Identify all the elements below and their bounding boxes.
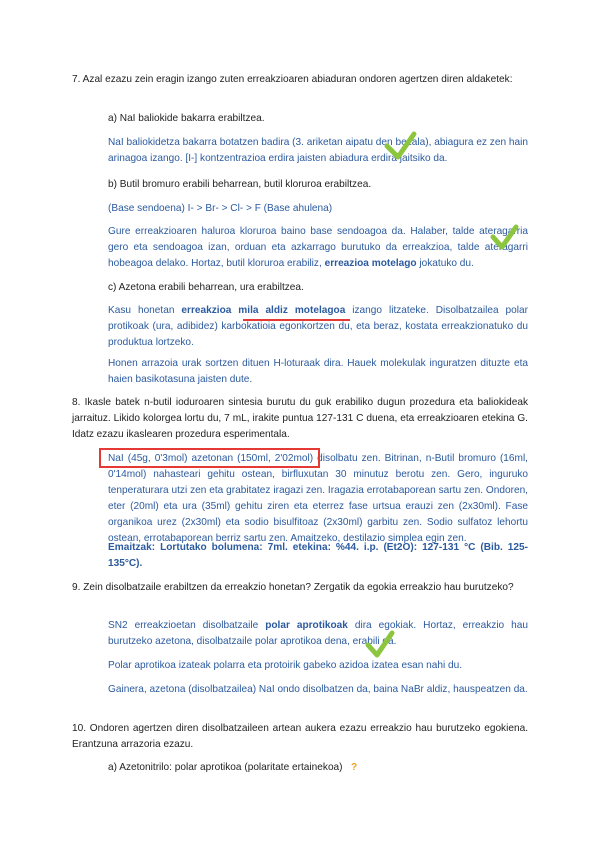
q9-answer-2: Polar aprotikoa izateak polarra eta protoirik gabeko azidoa izatea esan nahi du. (108, 660, 463, 671)
question-mark: ? (350, 762, 358, 773)
q7b-answer-text: Gure erreakzioaren haluroa kloruroa baino base sendoagoa da. Halaber, talde ateragarria gero eta sendoagoa izan, orduan eta azkarrago burutuko da erreakzioa, talde ateragarri hobeagoa delako. Hortaz, butil kloruroa erabiliz, (108, 226, 528, 269)
q7a-label: a) NaI baliokide bakarra erabiltzea. (108, 113, 265, 124)
q10a-label (108, 760, 528, 776)
q7b-label: b) Butil bromuro erabili beharrean, butil kloruroa erabiltzea. (108, 179, 372, 190)
q7a-answer: NaI baliokidetza bakarra botatzen badira (3. ariketan aipatu den bezala), abiagura ez zen hain arinagoa izango. [I-] kontzentrazioa erdira jaisten abiadura erdira jaitsiko da. (108, 137, 528, 164)
q7c-answer-bold: erreakzioa mila aldiz motelagoa (181, 305, 346, 316)
q8-result: Emaitzak: Lortutako bolumena: 7ml. etekina: %44. i.p. (Et2O): 127-131 °C (Bib. 125-135°C). (108, 542, 528, 569)
q7b-answer-bold: erreazioa motelago (324, 258, 417, 269)
q7c-answer-text: Kasu honetan (108, 305, 175, 316)
q9-answer-bold: polar aprotikoak (265, 620, 348, 631)
q7c-extra: Honen arrazoia urak sortzen dituen H-loturaak dira. Hauek molekulak inguratzen dituzte eta haien basikotasuna jaisten dute. (108, 358, 528, 385)
q7c-label: c) Azetona erabili beharrean, ura erabiltzea. (108, 282, 304, 293)
q10-title: 10. Ondoren agertzen diren disolbatzaileen artean aukera ezazu erreakzio hau burutzeko egokiena. Erantzuna arrazoria ezazu. (72, 723, 528, 750)
q7b-answer (108, 224, 528, 272)
q7-title: 7. Azal ezazu zein eragin izango zuten erreakzioaren abiaduran ondoren agertzen diren aldaketek: (72, 74, 513, 85)
q7b-answer-end: jokatuko du. (419, 258, 474, 269)
q9-answer-1 (108, 618, 528, 650)
q9-answer-end: dira egokiak. Hortaz, erreakzio hau burutzeko azetona, disolbatzaile polar aprotikoa dena, erabili da. (108, 620, 528, 647)
q8-answer: NaI (45g, 0'3mol) azetonan (150ml, 2'02mol) disolbatu zen. Bitrinan, n-Butil bromuro (16ml, 0'14mol) nahasteari gehitu ostean, birfluxutan 30 minutuz berotu zen. Gero, inguruko tenperaturara utzi zen eta grabitatez iragazi zen. Iragazia errotabaporean sartu zen. Ondoren, eter (20ml) eta ura (35ml) gehitu ziren eta eterrez fase urtsua erauzi zen (2x30ml). Fase organikoa urez (2x30ml) eta sodio bisulfitoaz (2x30ml) garbitu zen. Sodio sulfatoz lehortu ostean, errotabaporean berriz sartu zen. Amaitzeko, destilazio simplea egin zen. (108, 453, 528, 544)
q7c-answer-end: izango litzateke. Disolbatzailea polar protikoak (ura, adibidez) karbokatioia egonkortzen du, eta beraz, kostata erreakzionatuko du produktua lortzeko. (108, 305, 528, 348)
q9-title: 9. Zein disolbatzaile erabiltzen da erreakzio honetan? Zergatik da egokia erreakzio hau burutzeko? (72, 582, 514, 593)
q10a-label-text: a) Azetonitrilo: polar aprotikoa (polaritate ertainekoa) (108, 762, 343, 773)
q8-title: 8. Ikasle batek n-butil ioduroaren sintesia burutu du guk erabiliko dugun prozedura eta baliokideak jarraituz. Likido kolorgea lortu du, 7 mL, irakite puntua 127-131 C duena, eta erreakzioaren etekina G. Idatz ezazu ikaslearen prozedura esperimentala. (72, 397, 528, 440)
q9-answer-text: SN2 erreakzioetan disolbatzaile (108, 620, 259, 631)
q9-answer-3: Gainera, azetona (disolbatzailea) NaI ondo disolbatzen da, baina NaBr aldiz, hauspeatzen da. (108, 684, 528, 695)
q7b-order: (Base sendoena) I- > Br- > Cl- > F (Base ahulena) (108, 203, 333, 214)
q7c-answer (108, 303, 528, 351)
